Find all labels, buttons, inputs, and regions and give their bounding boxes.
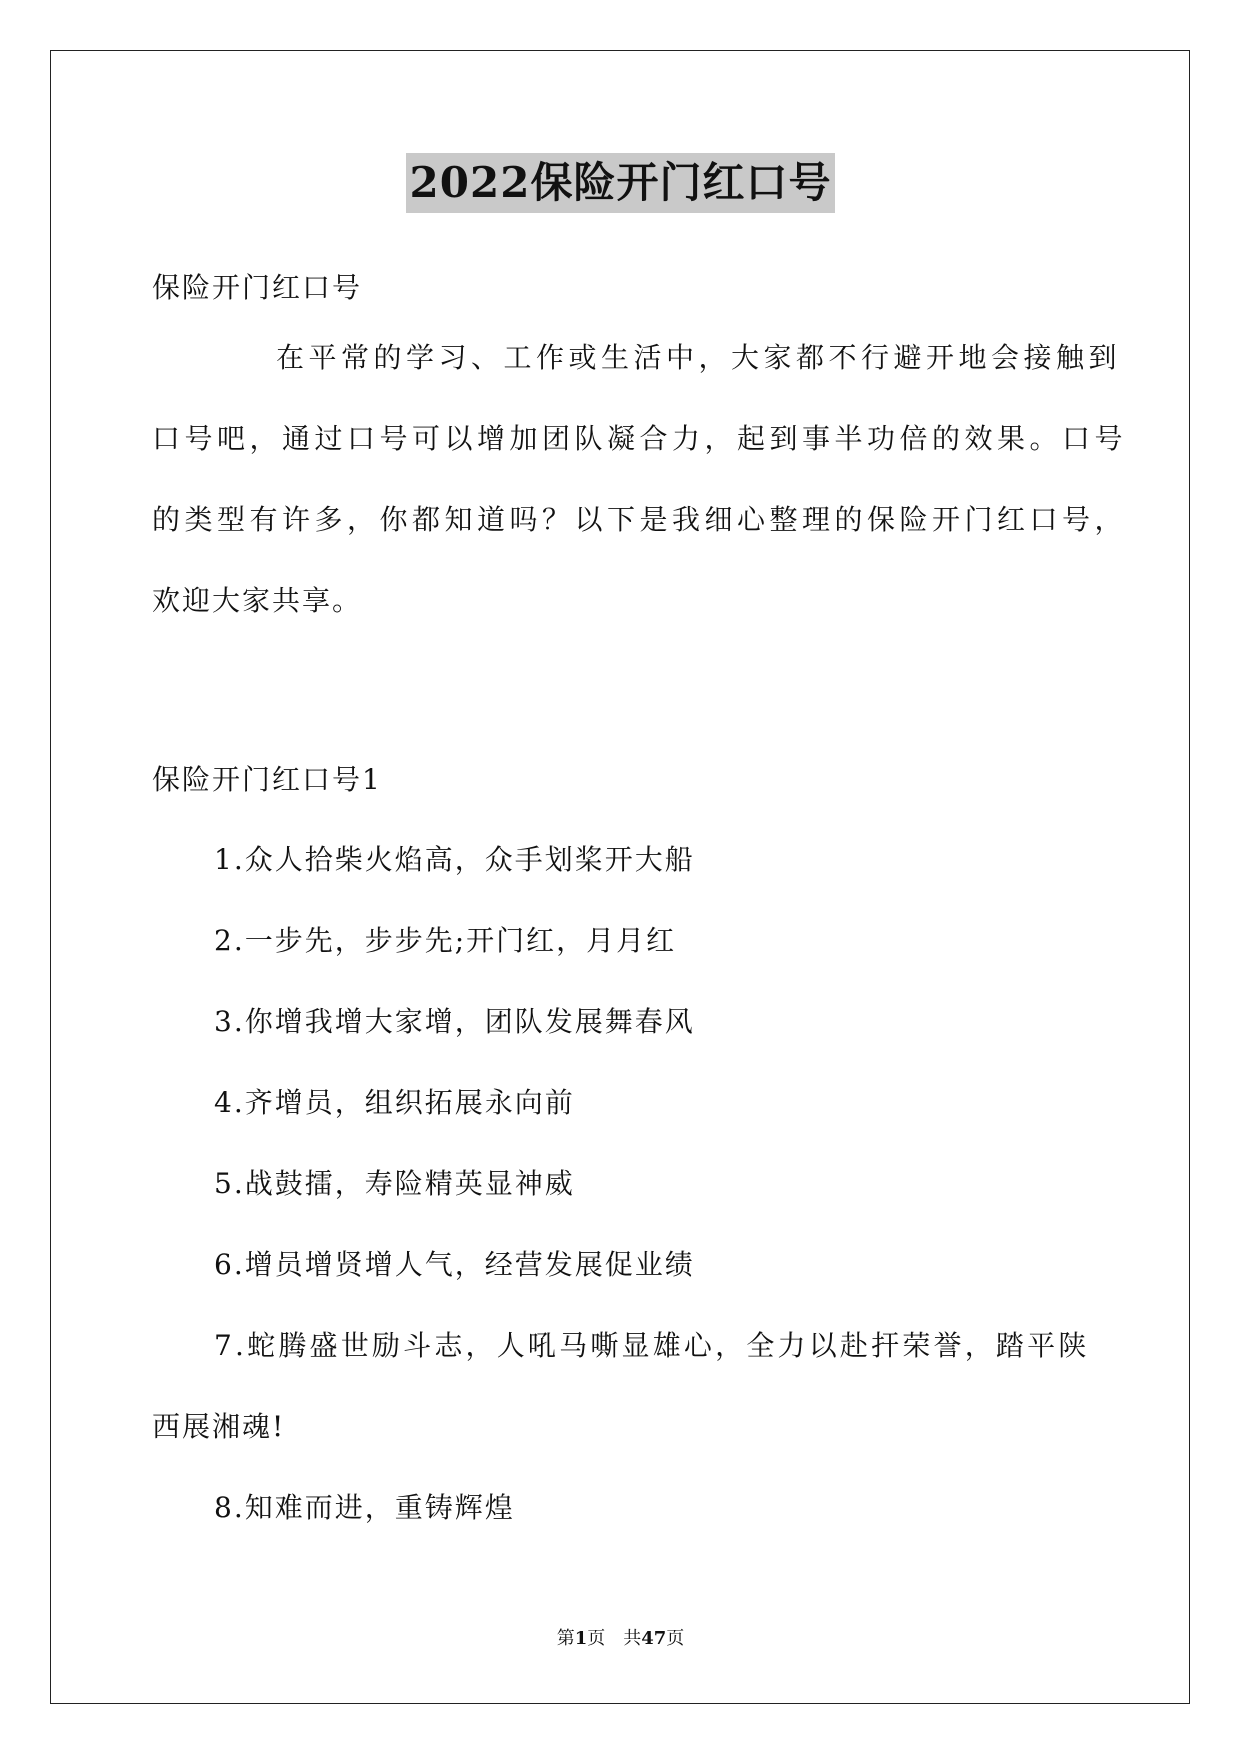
- list-item: [152, 1085, 1092, 1166]
- intro-line: 的类型有许多，你都知道吗？以下是我细心整理的保险开门红口号，: [152, 503, 1128, 536]
- section-heading: 保险开门红口号1: [152, 763, 382, 796]
- intro-paragraph: [152, 340, 1128, 664]
- footer-total-pages: 47: [641, 1628, 667, 1649]
- slogan-text: 2.一步先，步步先;开门红，月月红: [214, 924, 677, 957]
- slogan-text: 5.战鼓擂，寿险精英显神威: [214, 1167, 575, 1200]
- slogan-text: 6.增员增贤增人气，经营发展促业绩: [214, 1248, 695, 1281]
- slogan-text: 7.蛇腾盛世励斗志，人吼马嘶显雄心，全力以赴扞荣誉，踏平陕: [214, 1329, 1090, 1362]
- footer-middle: 页 共: [587, 1628, 642, 1649]
- slogan-text: 3.你增我增大家增，团队发展舞春风: [214, 1005, 695, 1038]
- list-item: [152, 1166, 1092, 1247]
- document-title: 2022保险开门红口号: [406, 153, 836, 213]
- list-item: [152, 1247, 1092, 1328]
- intro-line: 在平常的学习、工作或生活中，大家都不行避开地会接触到: [276, 341, 1122, 374]
- list-item: [152, 1328, 1092, 1409]
- intro-line: 欢迎大家共享。: [152, 584, 363, 617]
- slogan-continuation: 西展湘魂!: [152, 1410, 286, 1443]
- footer-prefix: 第: [556, 1628, 575, 1649]
- list-item: [152, 923, 1092, 1004]
- list-item: [152, 1490, 1092, 1571]
- slogan-text: 4.齐增员，组织拓展永向前: [214, 1086, 575, 1119]
- document-subtitle: 保险开门红口号: [152, 271, 363, 304]
- slogan-text: 1.众人拾柴火焰高，众手划桨开大船: [214, 843, 695, 876]
- footer-page-number: 1: [574, 1628, 588, 1649]
- slogan-list: [152, 842, 1092, 1571]
- intro-line: 口号吧，通过口号可以增加团队凝合力，起到事半功倍的效果。口号: [152, 422, 1128, 455]
- slogan-text: 8.知难而进，重铸辉煌: [214, 1491, 515, 1524]
- list-item: [152, 842, 1092, 923]
- page-footer: [0, 1627, 1241, 1651]
- title-container: [0, 153, 1241, 213]
- footer-suffix: 页: [666, 1628, 685, 1649]
- list-item: [152, 1004, 1092, 1085]
